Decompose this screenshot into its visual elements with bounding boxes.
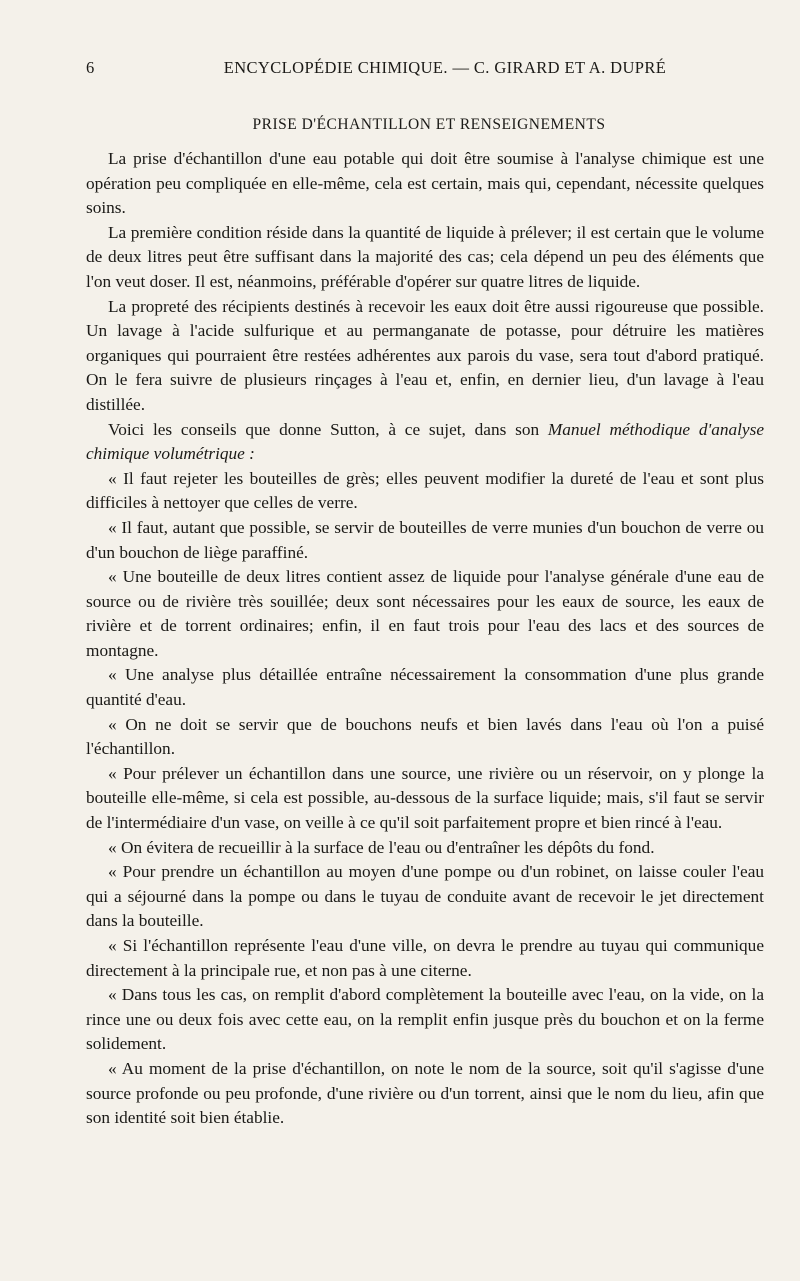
body-text xyxy=(86,147,764,1131)
page-number: 6 xyxy=(86,58,95,77)
running-head: ENCYCLOPÉDIE CHIMIQUE. — C. GIRARD ET A. DUPRÉ xyxy=(223,58,667,77)
paragraph: « Il faut, autant que possible, se servir de bouteilles de verre munies d'un bouchon de verre ou d'un bouchon de liège paraffiné. xyxy=(86,517,764,562)
paragraph: Voici les conseils que donne Sutton, à ce sujet, dans son Manuel méthodique d'analyse chimique volumétrique : xyxy=(86,419,764,464)
paragraph: « Une bouteille de deux litres contient assez de liquide pour l'analyse générale d'une eau de source ou de rivière très souillée; deux sont nécessaires pour les eaux de source, les eaux de rivière et de torrent ordinaires; enfin, il en faut trois pour l'eau des lacs et des sources de montagne. xyxy=(86,567,764,660)
page-header xyxy=(86,50,764,80)
paragraph: La propreté des récipients destinés à recevoir les eaux doit être aussi rigoureuse que possible. Un lavage à l'acide sulfurique et au permanganate de potasse, pour détruire les matières organiques qui pourraient être restées adhérentes aux parois du vase, sera tout d'abord pratiqué. On le fera suivre de plusieurs rinçages à l'eau et, enfin, en dernier lieu, d'un lavage à l'eau distillée. xyxy=(86,296,764,414)
paragraph: « Il faut rejeter les bouteilles de grès; elles peuvent modifier la dureté de l'eau et sont plus difficiles à nettoyer que celles de verre. xyxy=(86,468,764,513)
section-title: PRISE D'ÉCHANTILLON ET RENSEIGNEMENTS xyxy=(252,116,606,133)
paragraph: La prise d'échantillon d'une eau potable qui doit être soumise à l'analyse chimique est une opération peu compliquée en elle-même, cela est certain, mais qui, cependant, nécessite quelques soins. xyxy=(86,149,764,218)
paragraph: « Au moment de la prise d'échantillon, on note le nom de la source, soit qu'il s'agisse d'une source profonde ou peu profonde, d'une rivière ou d'un torrent, ainsi que le nom du lieu, afin que son identité soit bien établie. xyxy=(86,1058,764,1128)
paragraph: « On ne doit se servir que de bouchons neufs et bien lavés dans l'eau où l'on a puisé l'échantillon. xyxy=(86,714,764,759)
paragraph: « Dans tous les cas, on remplit d'abord complètement la bouteille avec l'eau, on la vide, on la rince une ou deux fois avec cette eau, on la remplit enfin jusque près du bouchon et on la ferme solidement. xyxy=(86,985,764,1054)
paragraph: « Si l'échantillon représente l'eau d'une ville, on devra le prendre au tuyau qui communique directement à la principale rue, et non pas à une citerne. xyxy=(86,936,764,980)
paragraph: « On évitera de recueillir à la surface de l'eau ou d'entraîner les dépôts du fond. xyxy=(108,837,655,857)
paragraph: « Pour prélever un échantillon dans une source, une rivière ou un réservoir, on y plonge la bouteille elle-même, si cela est possible, au-dessous de la surface liquide; mais, s'il faut se servir de l'intermédiaire d'un vase, on veille à ce qu'il soit parfaitement propre et bien rincé à l'eau. xyxy=(86,763,764,833)
book-title-italic: Manuel méthodique d'analyse chimique volumétrique : xyxy=(86,419,764,464)
paragraph: La première condition réside dans la quantité de liquide à prélever; il est certain que le volume de deux litres peut être suffisant dans la majorité des cas; cela dépend un peu des éléments que l'on veut doser. Il est, néanmoins, préférable d'opérer sur quatre litres de liquide. xyxy=(86,222,764,291)
paragraph: « Pour prendre un échantillon au moyen d'une pompe ou d'un robinet, on laisse couler l'eau qui a séjourné dans la pompe ou dans le tuyau de conduite avant de recevoir le jet directement dans la bouteille. xyxy=(86,862,764,931)
paragraph: « Une analyse plus détaillée entraîne nécessairement la consommation d'une plus grande quantité d'eau. xyxy=(86,665,764,710)
